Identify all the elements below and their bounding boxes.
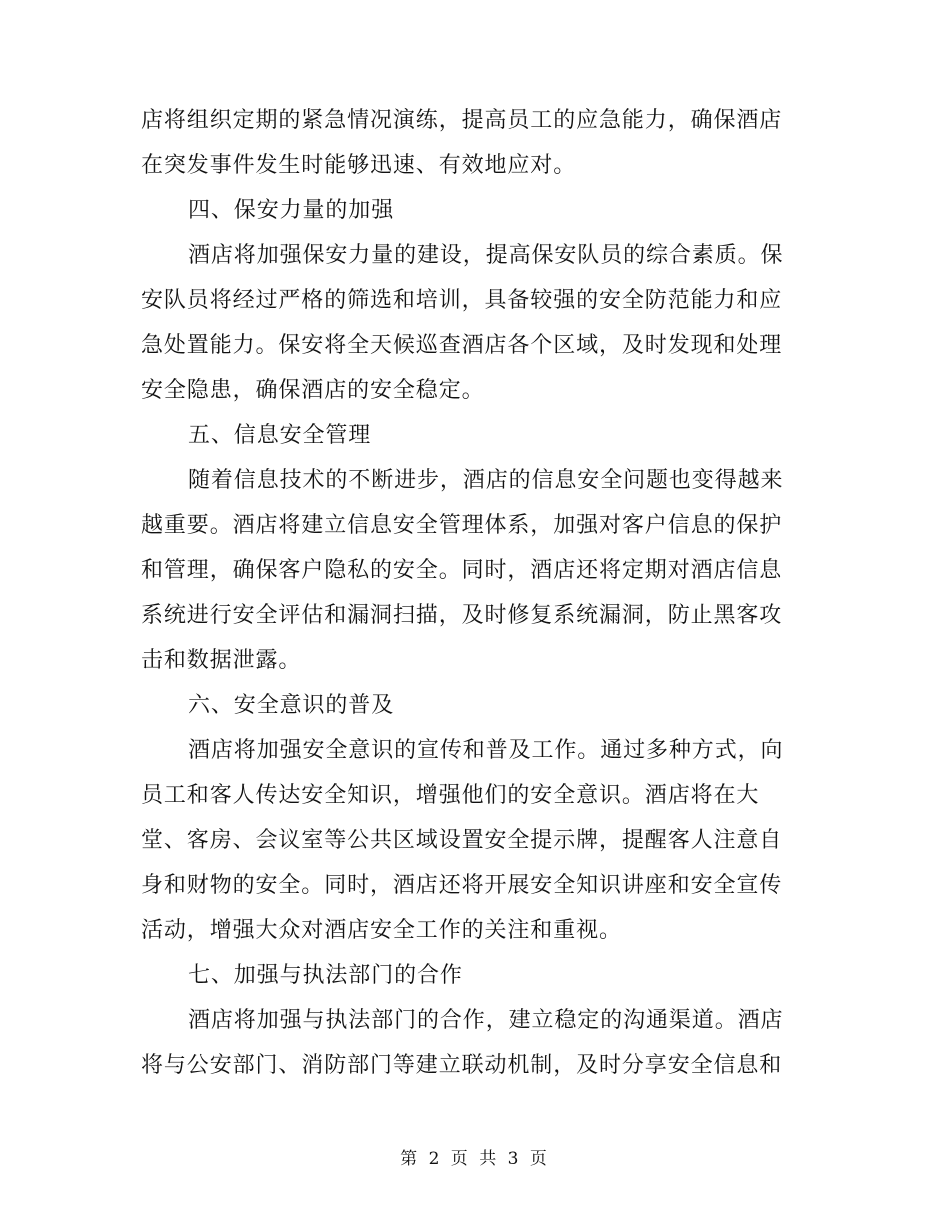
section-heading-4: 四、保安力量的加强 [188,198,395,223]
paragraph-continuation-line: 店将组织定期的紧急情况演练，提高员工的应急能力，确保酒店 [141,108,783,133]
section-heading-7: 七、加强与执法部门的合作 [188,963,463,988]
paragraph-line: 击和数据泄露。 [141,648,302,673]
paragraph-first-line: 酒店将加强安全意识的宣传和普及工作。通过多种方式，向 [188,738,784,763]
paragraph-continuation-line: 在突发事件发生时能够迅速、有效地应对。 [141,153,577,178]
paragraph-line: 和管理，确保客户隐私的安全。同时，酒店还将定期对酒店信息 [141,558,783,583]
paragraph-line: 堂、客房、会议室等公共区域设置安全提示牌，提醒客人注意自 [141,828,783,853]
paragraph-line: 员工和客人传达安全知识，增强他们的安全意识。酒店将在大 [141,783,760,808]
paragraph-line: 安队员将经过严格的筛选和培训，具备较强的安全防范能力和应 [141,288,783,313]
section-heading-5: 五、信息安全管理 [188,423,372,448]
paragraph-line: 系统进行安全评估和漏洞扫描，及时修复系统漏洞，防止黑客攻 [141,603,783,628]
paragraph-line: 急处置能力。保安将全天候巡查酒店各个区域，及时发现和处理 [141,333,783,358]
page-number-footer: 第 2 页 共 3 页 [400,1149,550,1169]
paragraph-line: 越重要。酒店将建立信息安全管理体系，加强对客户信息的保护 [141,513,783,538]
paragraph-line: 将与公安部门、消防部门等建立联动机制，及时分享安全信息和 [141,1053,783,1078]
paragraph-line: 活动，增强大众对酒店安全工作的关注和重视。 [141,918,622,943]
paragraph-line: 安全隐患，确保酒店的安全稳定。 [141,378,485,403]
paragraph-first-line: 酒店将加强保安力量的建设，提高保安队员的综合素质。保 [188,243,784,268]
paragraph-line: 身和财物的安全。同时，酒店还将开展安全知识讲座和安全宣传 [141,873,783,898]
paragraph-first-line: 酒店将加强与执法部门的合作，建立稳定的沟通渠道。酒店 [188,1008,784,1033]
section-heading-6: 六、安全意识的普及 [188,693,395,718]
paragraph-first-line: 随着信息技术的不断进步，酒店的信息安全问题也变得越来 [188,468,784,493]
